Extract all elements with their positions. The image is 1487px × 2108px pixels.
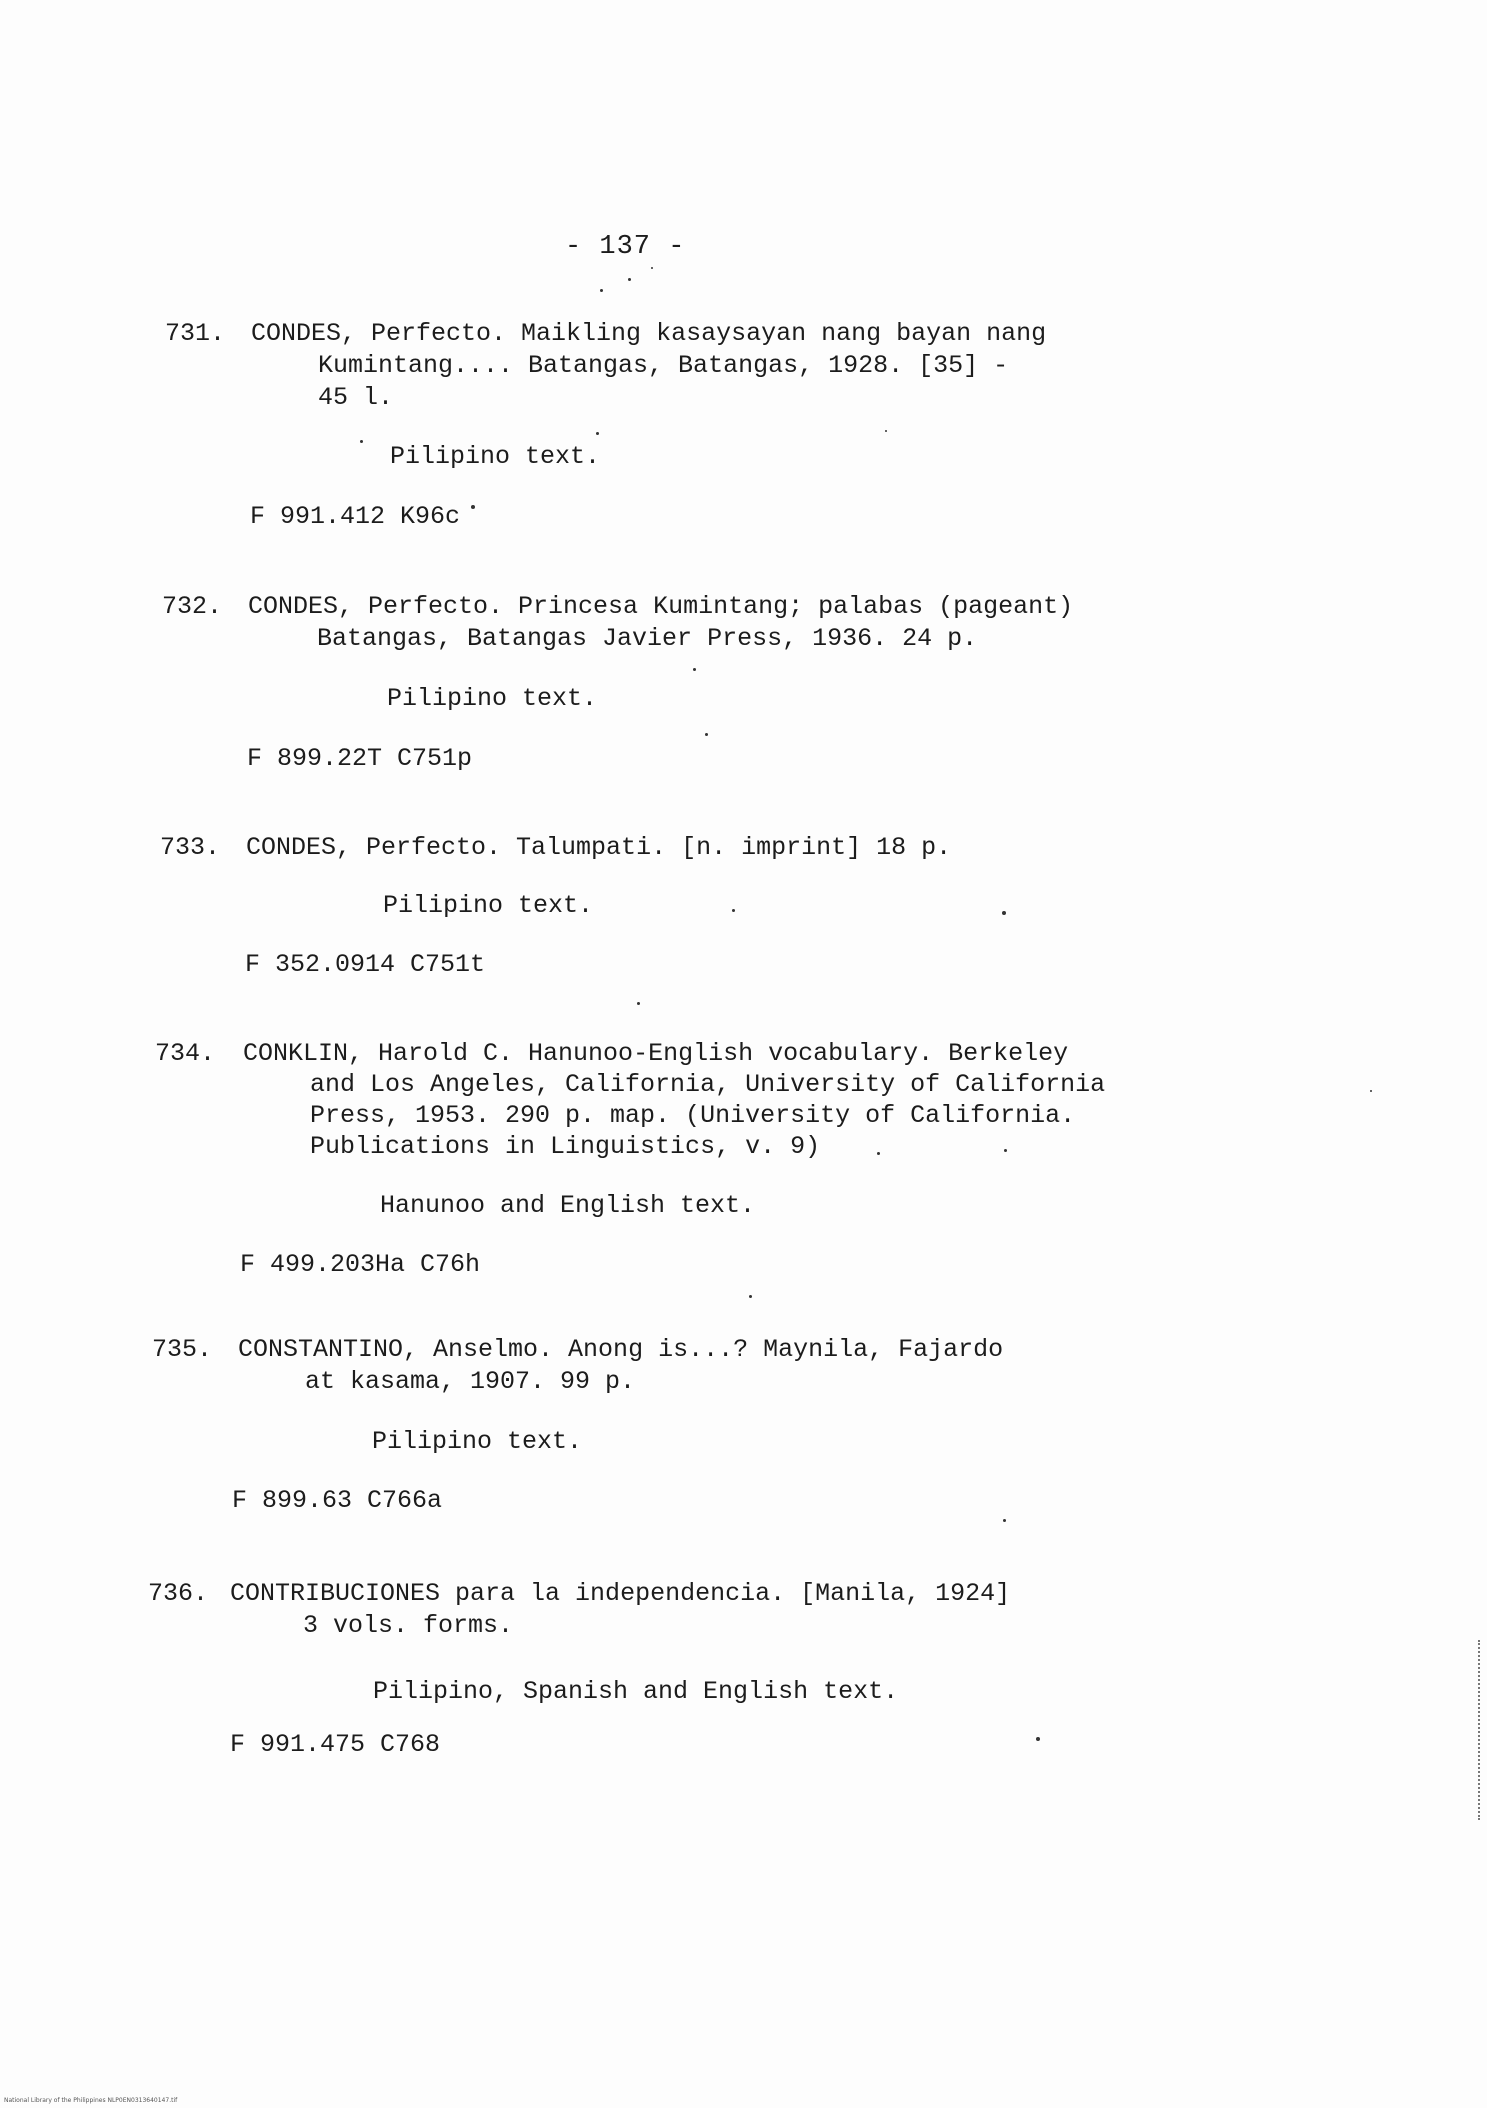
entry-line-1: CONDES, Perfecto. Talumpati. [n. imprint] 18 p.	[246, 833, 952, 862]
entry-note: Hanunoo and English text.	[380, 1191, 756, 1220]
entry-line-3: 45 l.	[318, 383, 394, 412]
scan-edge-mark	[1478, 1640, 1482, 1820]
scan-speck	[1003, 1519, 1006, 1522]
scan-speck	[1004, 1149, 1007, 1152]
scan-speck	[651, 267, 653, 269]
call-number: F 352.0914 C751t	[245, 950, 486, 979]
call-number: F 991.412 K96c	[250, 502, 461, 531]
call-number: F 499.203Ha C76h	[240, 1250, 481, 1279]
entry-line-2: Kumintang.... Batangas, Batangas, 1928. [35] -	[318, 351, 1009, 380]
entry-line-2: and Los Angeles, California, University of California	[310, 1070, 1106, 1099]
scan-speck	[360, 440, 363, 443]
entry-line-1: CONTRIBUCIONES para la independencia. [Manila, 1924]	[230, 1579, 1011, 1608]
scan-speck	[693, 668, 696, 671]
scan-speck	[600, 289, 603, 292]
entry-number: 733.	[160, 833, 221, 862]
scan-speck	[749, 1295, 752, 1298]
entry-note: Pilipino text.	[390, 442, 601, 471]
scan-speck	[628, 278, 631, 281]
scan-speck	[705, 733, 708, 736]
entry-line-3: Press, 1953. 290 p. map. (University of California.	[310, 1101, 1076, 1130]
entry-number: 734.	[155, 1039, 216, 1068]
entry-line-1: CONDES, Perfecto. Princesa Kumintang; palabas (pageant)	[248, 592, 1074, 621]
entry-number: 735.	[152, 1335, 213, 1364]
scan-speck	[1036, 1737, 1040, 1741]
entry-note: Pilipino, Spanish and English text.	[373, 1677, 899, 1706]
catalog-entry-732	[162, 591, 1074, 791]
entry-line-1: CONKLIN, Harold C. Hanunoo-English vocabulary. Berkeley	[243, 1039, 1069, 1068]
scan-speck	[1002, 911, 1006, 915]
scan-footer: National Library of the Philippines NLP0EN0313640147.tif	[4, 2097, 178, 2104]
scan-speck	[732, 909, 735, 912]
entry-number: 731.	[165, 319, 226, 348]
entry-line-2: at kasama, 1907. 99 p.	[305, 1367, 636, 1396]
entry-line-1: CONSTANTINO, Anselmo. Anong is...? Maynila, Fajardo	[238, 1335, 1004, 1364]
scan-speck	[471, 505, 475, 509]
entry-note: Pilipino text.	[383, 891, 594, 920]
catalog-entry-735	[152, 1334, 1052, 1534]
scan-speck	[885, 430, 887, 432]
entry-line-1: CONDES, Perfecto. Maikling kasaysayan nang bayan nang	[251, 319, 1047, 348]
entry-line-2: 3 vols. forms.	[303, 1611, 514, 1640]
entry-number: 732.	[162, 592, 223, 621]
scan-speck	[1370, 1090, 1372, 1092]
call-number: F 899.22T C751p	[247, 744, 473, 773]
entry-number: 736.	[148, 1579, 209, 1608]
scan-speck	[877, 1152, 880, 1155]
entry-note: Pilipino text.	[387, 684, 598, 713]
catalog-entry-734	[155, 1038, 1115, 1278]
catalog-entry-733	[160, 832, 1060, 982]
catalog-entry-736	[148, 1578, 1048, 1778]
scan-speck	[637, 1002, 640, 1005]
scan-speck	[596, 432, 599, 435]
page-number: - 137 -	[565, 232, 686, 262]
catalog-entry-731	[165, 318, 1065, 558]
call-number: F 899.63 C766a	[232, 1486, 443, 1515]
call-number: F 991.475 C768	[230, 1730, 441, 1759]
entry-line-4: Publications in Linguistics, v. 9)	[310, 1132, 821, 1161]
entry-line-2: Batangas, Batangas Javier Press, 1936. 24 p.	[317, 624, 978, 653]
entry-note: Pilipino text.	[372, 1427, 583, 1456]
